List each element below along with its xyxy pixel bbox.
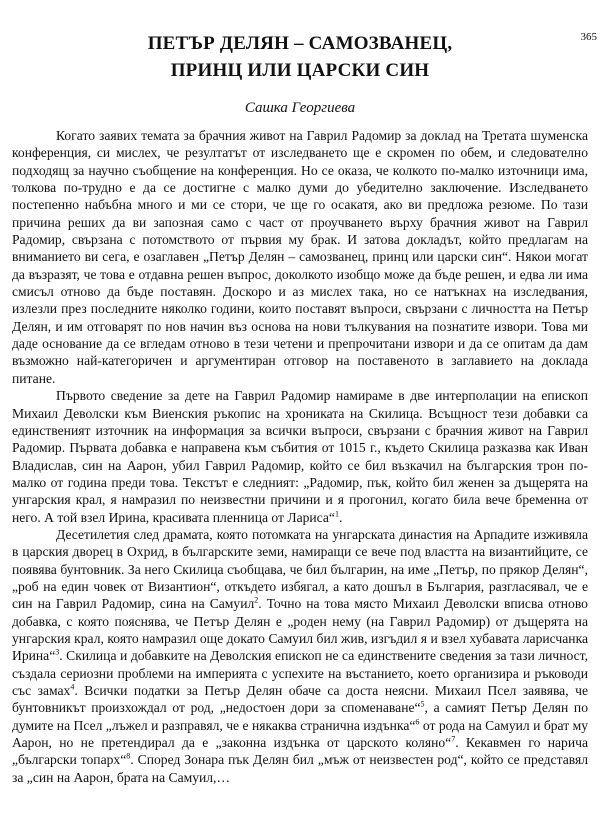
article-body [12, 127, 588, 786]
paragraph-3 [12, 526, 588, 786]
title-line-1: ПЕТЪР ДЕЛЯН – САМОЗВАНЕЦ, [147, 33, 453, 54]
paragraph-text: Когато заявих темата за брачния живот на Гаврил Радомир за доклад на Третата шуменска конференция, си мислех, че резултатът от изследването ще е скромен по обем, и следователно подходящ за научно съобщение на конференция. Но се оказа, че колкото по-малко източници има, толкова по-трудно е да се достигне с малко думи до убедително заключение. Изследването постепенно набъбна много и ми се стори, че ще го осакатя, ако ви предложа резюме. По тази причина реших да ви запозная само с част от проучването върху брачния живот на Гаврил Радомир, свързана с потомството от първия му брак. И затова докладът, който предлагам на вниманието ви сега, е озаглавен „Петър Делян – самозванец, принц или царски син“. Някои могат да възразят, че това е отдавна решен въпрос, доколкото изобщо може да бъде решен, и едва ли има смисъл отново да бъде поставян. Доскоро и аз мислех така, но се натъкнах на изследвания, излезли през последните няколко години, които поставят въпроси, свързани с личността на Петър Делян, и им отговарят по нов начин въз основа на нови тълкувания на познатите извори. Това ми даде основание да се вгледам отново в тези четени и препрочитани извори и да се опитам да дам възможно най-категоричен и аргументиран отговор на поставеното в заглавието на доклада питане. [12, 128, 588, 386]
paragraph-text: , а самият Петър Делян по думите на Псел „лъжел и разправял, че е някаква странична издънка“ [12, 700, 588, 733]
paragraph-2 [12, 387, 588, 526]
title-line-2: ПРИНЦ ИЛИ ЦАРСКИ СИН [170, 60, 430, 81]
footnote-ref: 5 [420, 699, 425, 709]
footnote-ref: 2 [254, 595, 259, 605]
footnote-ref: 7 [451, 734, 456, 744]
footnote-ref: 3 [55, 647, 60, 657]
paragraph-text: . Всички податки за Петър Делян обаче са доста неясни. Михаил Псел заявява, че бунтовникът произхождал от род, „недостоен дори за споменаване“ [12, 683, 588, 716]
paragraph-text: . Точно на това място Михаил Деволски вписва отново добавка, с която пояснява, че Петър Делян е „роден нему (на Гаврил Радомир) от дъщерята на унгарския крал, която намразил още докато Самуил бил жив, изгъдил я и взел хубавата ларисчанка Ирина“ [12, 596, 588, 664]
footnote-ref: 8 [126, 751, 131, 761]
footnote-ref: 6 [415, 717, 420, 727]
paragraph-text: Първото сведение за дете на Гаврил Радомир намираме в две интерполации на епископ Михаил Деволски към Виенския ръкопис на хрониката на Скилица. Всъщност тези добавки са единственият източник на информация за всички въпроси, свързани с брачния живот на Гаврил Радомир. Първата добавка е направена към събития от 1015 г., където Скилица разказва как Иван Владислав, син на Аарон, убил Гаврил Радомир, който се бил възкачил на българския трон по-малко от година преди това. Текстът е следният: „Радомир, пък, който бил женен за дъщерята на унгарския крал, я намразил по неизвестни причини и я прогонил, когато била вече бременна от него. А той взел Ирина, красивата пленница от Лариса“ [12, 388, 588, 525]
article-title [12, 30, 588, 84]
paragraph-text: . Според Зонара пък Делян бил „мъж от неизвестен род“, който се представял за „син на Аарон, брата на Самуил,… [12, 752, 588, 785]
paragraph-text: . Кекавмен го нарича „български топарх“ [12, 735, 588, 768]
page-number: 365 [580, 31, 597, 43]
paragraph-text: . Скилица и добавките на Деволския епископ не са единствените сведения за тази личност, създала сериозни проблеми на империята с успехите на въстанието, което организира и ръководи със замах [12, 648, 588, 698]
paragraph-1 [12, 127, 588, 387]
footnote-ref: 1 [334, 509, 339, 519]
document-page [0, 30, 600, 830]
paragraph-text: . [338, 509, 343, 525]
paragraph-text: от рода на Самуил и брат му Аарон, но не претендирал да е „законна издънка от царското коляно“ [12, 717, 588, 751]
paragraph-text: Десетилетия след драмата, която потомката на унгарската династия на Арпадите изживяла в царския дворец в Охрид, в българските земи, намиращи се вече под властта на византийците, се появява бунтовник. За него Скилица съобщава, че бил българин, на име „Петър, по прякор Делян“, „роб на един човек от Византион“, откъдето избягал, а като дошъл в България, разгласявал, че е син на Гаврил Радомир, сина на Самуил [12, 526, 588, 612]
footnote-ref: 4 [70, 682, 75, 692]
article-author: Сашка Георгиева [244, 100, 356, 116]
